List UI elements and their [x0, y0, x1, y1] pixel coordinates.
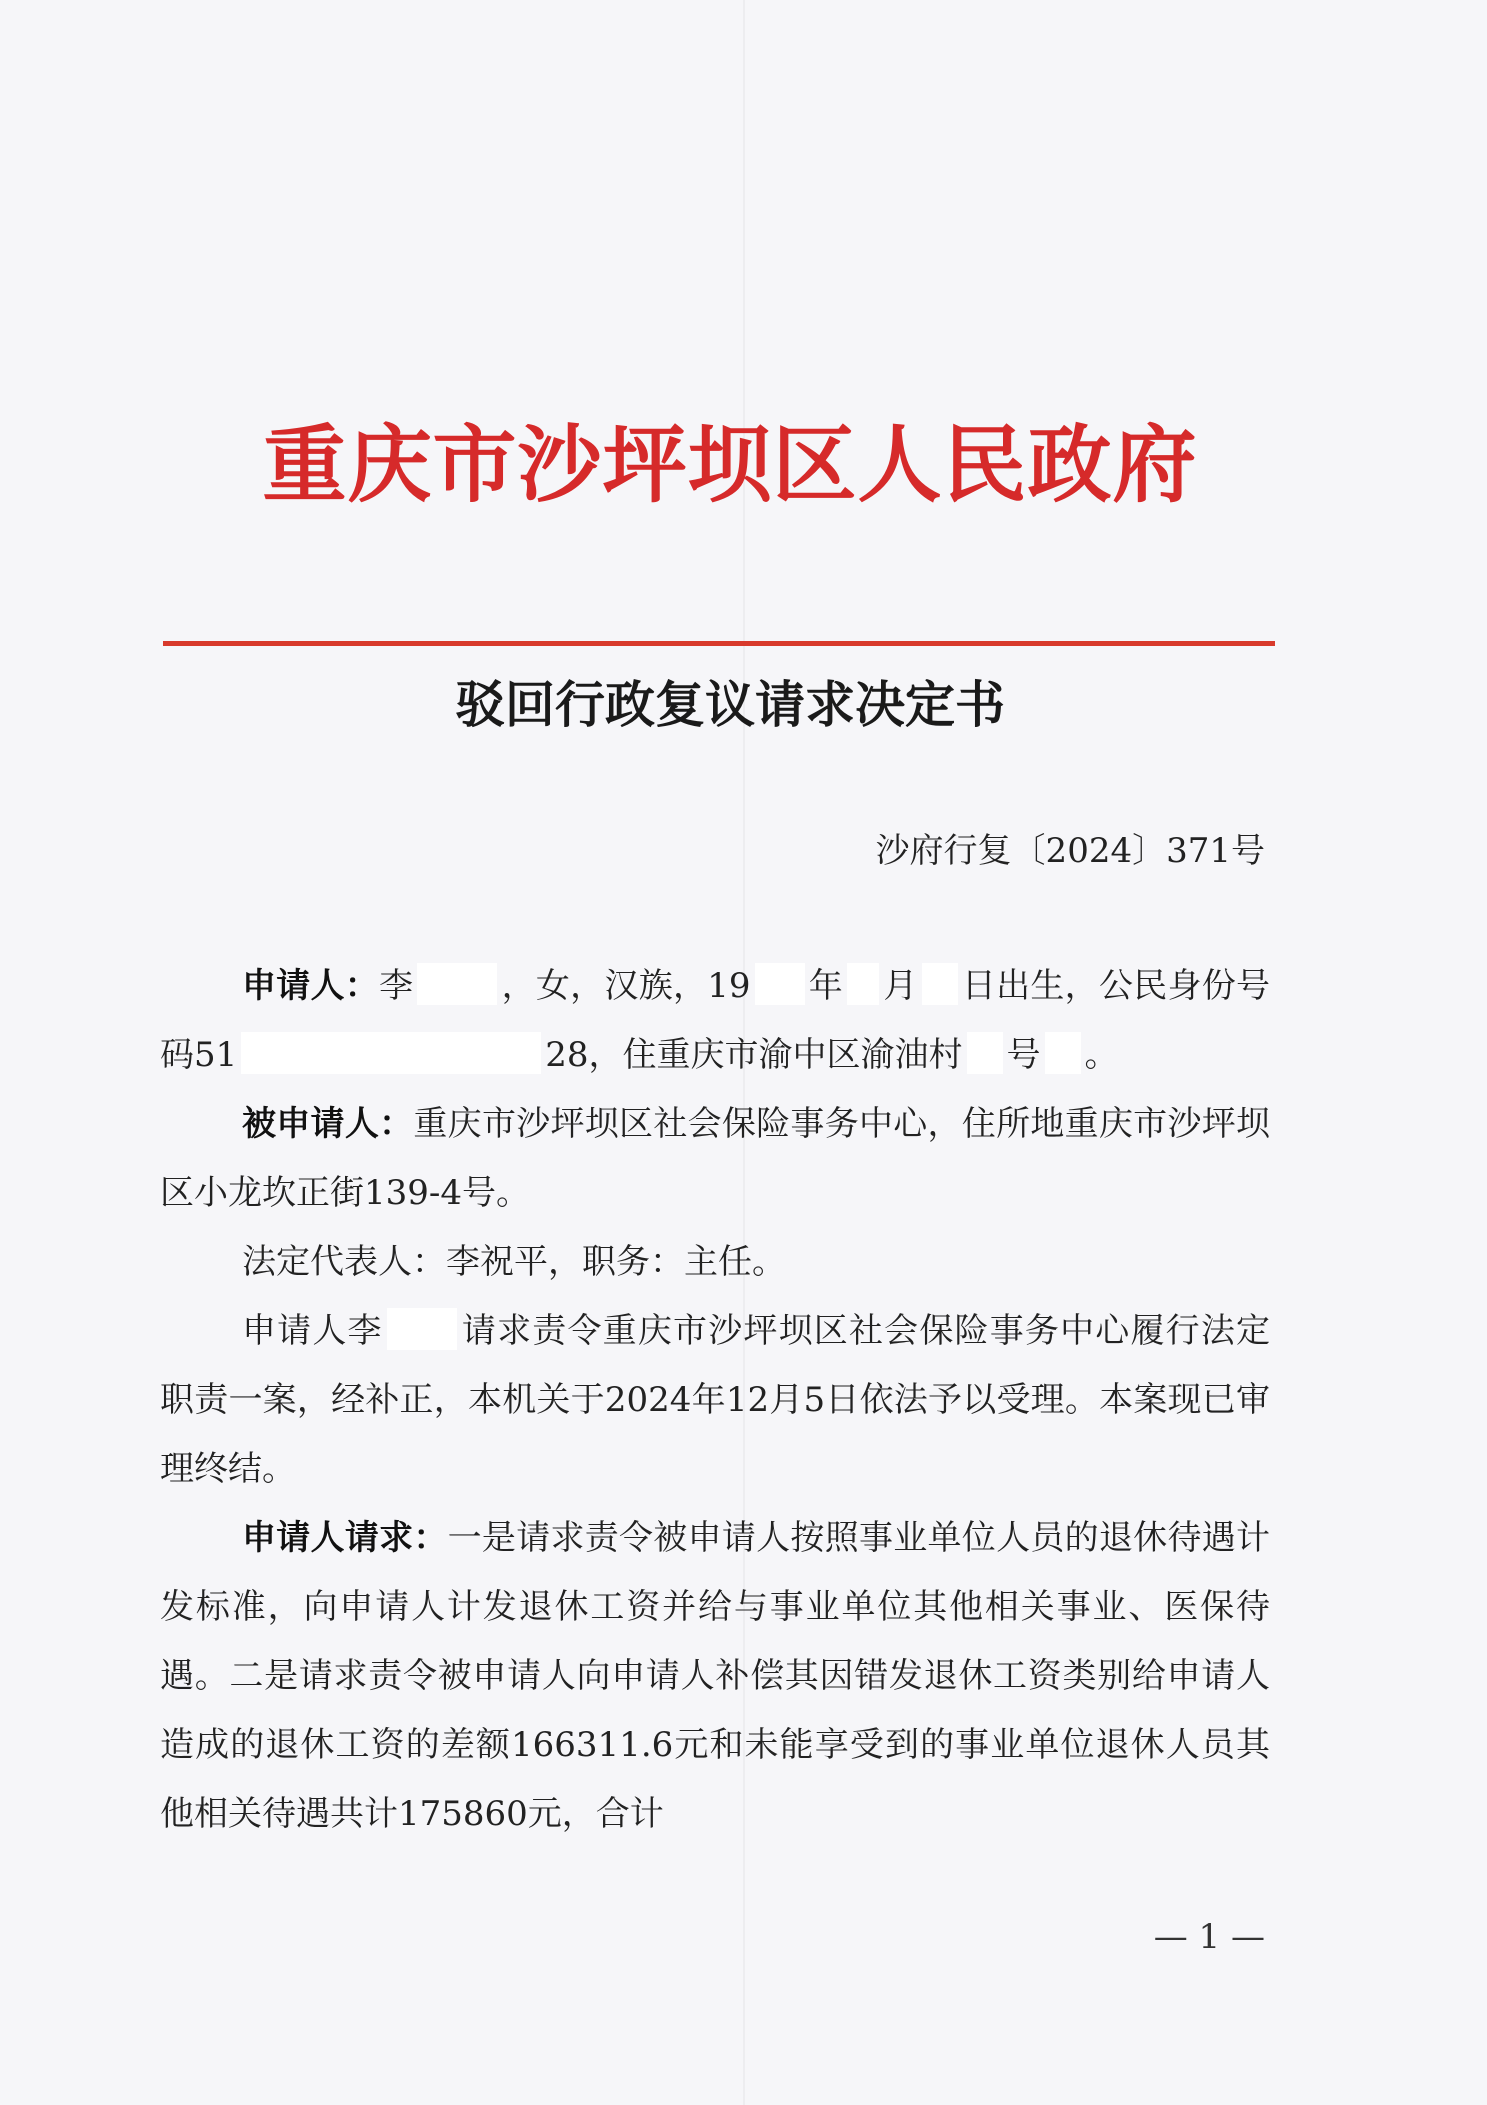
red-header-rule [163, 641, 1275, 646]
applicant-text-4: 日出生，公民身份号码51 [160, 966, 1271, 1075]
redaction-box [755, 963, 805, 1005]
page-number: — 1 — [1153, 1917, 1265, 1957]
redaction-box [922, 963, 958, 1005]
applicant-text-7: 。 [1084, 1035, 1119, 1075]
applicant-text-5: 28，住重庆市渝中区渝油村 [545, 1035, 963, 1075]
requests-text: 一是请求责令被申请人按照事业单位人员的退休待遇计发标准，向申请人计发退休工资并给与事业单位其他相关事业、医保待遇。二是请求责令被申请人向申请人补偿其因错发退休工资类别给申请人造成的退休工资的差额166311.6元和未能享受到的事业单位退休人员其他相关待遇共计175860元，合计 [160, 1518, 1270, 1834]
respondent-text: 重庆市沙坪坝区社会保险事务中心，住所地重庆市沙坪坝区小龙坎正街139-4号。 [160, 1104, 1271, 1213]
redaction-box [967, 1032, 1003, 1074]
redaction-box [847, 963, 879, 1005]
requests-label: 申请人请求： [242, 1518, 448, 1558]
applicant-label: 申请人： [242, 966, 380, 1006]
requests-paragraph [160, 1504, 1270, 1849]
redaction-box [387, 1308, 457, 1350]
respondent-paragraph [160, 1090, 1270, 1228]
applicant-surname: 李 [379, 966, 414, 1006]
redaction-box [241, 1032, 541, 1074]
applicant-paragraph [160, 952, 1270, 1090]
legal-representative-text: 法定代表人：李祝平，职务：主任。 [242, 1242, 786, 1282]
applicant-text-2: 年 [808, 966, 844, 1006]
acceptance-paragraph [160, 1297, 1270, 1504]
document-body [160, 952, 1270, 1849]
document-number: 沙府行复〔2024〕371号 [875, 831, 1265, 871]
acceptance-text-2: 请求责令重庆市沙坪坝区社会保险事务中心履行法定职责一案，经补正，本机关于2024年12月5日依法予以受理。本案现已审理终结。 [160, 1311, 1271, 1489]
applicant-text-3: 月 [883, 966, 918, 1006]
applicant-text-6: 号 [1006, 1035, 1041, 1075]
applicant-text-1: ，女，汉族，19 [501, 966, 751, 1006]
acceptance-text-1: 申请人李 [242, 1311, 383, 1351]
redaction-box [417, 963, 497, 1005]
respondent-label: 被申请人： [242, 1104, 414, 1144]
document-title: 驳回行政复议请求决定书 [455, 675, 1005, 734]
issuing-authority-title: 重庆市沙坪坝区人民政府 [262, 415, 1198, 514]
legal-representative-paragraph [160, 1228, 1270, 1297]
redaction-box [1045, 1032, 1081, 1074]
